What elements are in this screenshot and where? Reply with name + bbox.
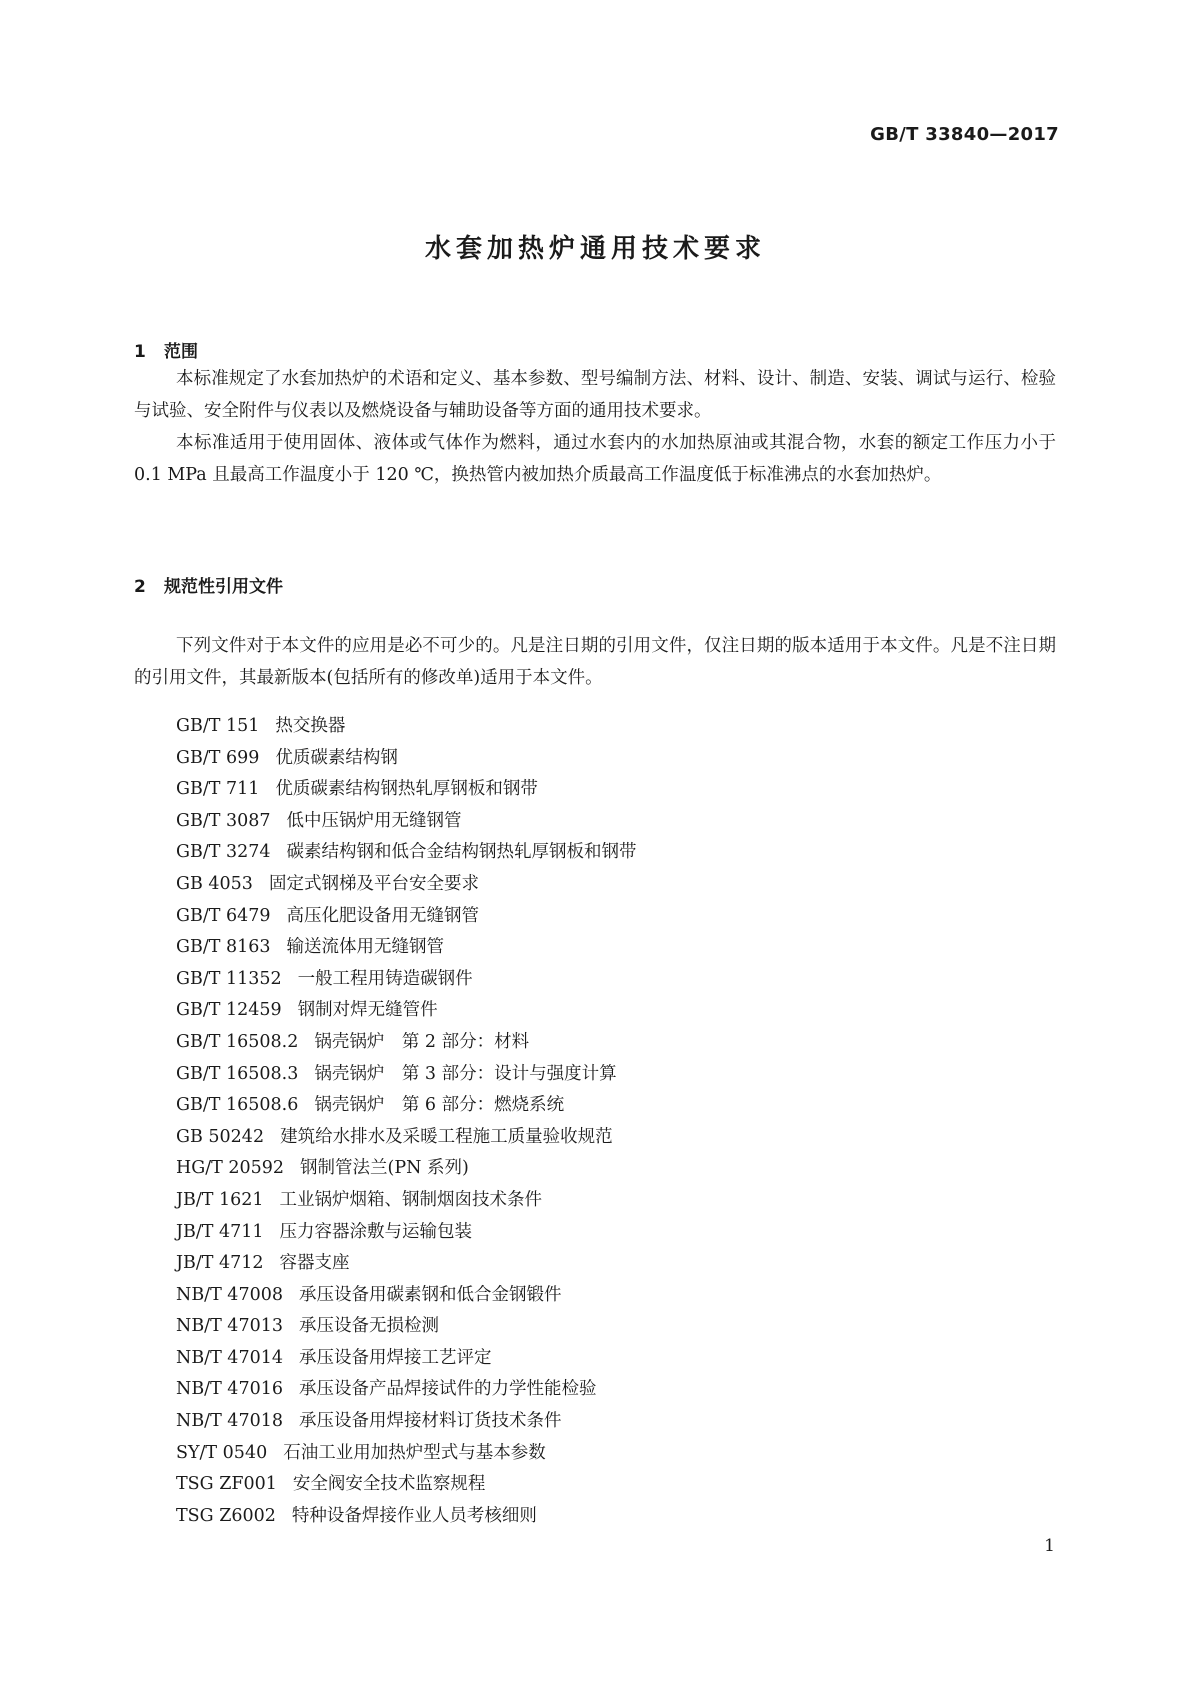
section-1-paragraph-2: 本标准适用于使用固体、液体或气体作为燃料，通过水套内的水加热原油或其混合物，水套的额定工作压力小于 0.1 MPa 且最高工作温度小于 120 ℃，换热管内被加热介质最高工作温度低于标准沸点的水套加热炉。 [134,433,1056,485]
reference-title: 钢制管法兰(PN 系列) [300,1158,469,1179]
reference-code: GB/T 8163 [176,937,271,958]
reference-code: NB/T 47018 [176,1411,283,1432]
reference-code: GB/T 3274 [176,842,271,863]
reference-title: 容器支座 [279,1253,350,1274]
reference-code: GB/T 12459 [176,1000,282,1021]
section-1-title: 范围 [164,342,198,362]
reference-title: 石油工业用加热炉型式与基本参数 [283,1442,546,1463]
reference-title: 安全阀安全技术监察规程 [292,1474,486,1495]
reference-item [176,995,637,1027]
reference-code: NB/T 47008 [176,1284,283,1305]
reference-title: 承压设备产品焊接试件的力学性能检验 [298,1379,597,1400]
reference-title: 热交换器 [275,716,346,736]
reference-item [176,1438,637,1470]
section-1-number: 1 [134,342,146,362]
reference-item [176,1185,637,1217]
reference-code: GB/T 16508.6 [176,1095,299,1116]
reference-code: GB 4053 [176,873,253,894]
reference-code: JB/T 1621 [176,1189,264,1210]
reference-item [176,711,637,743]
reference-item [176,1027,637,1059]
reference-title: 承压设备无损检测 [298,1316,439,1337]
reference-item [176,964,637,996]
reference-title: 优质碳素结构钢热轧厚钢板和钢带 [275,779,538,800]
reference-title: 锅壳锅炉 第 6 部分：燃烧系统 [314,1095,565,1116]
reference-code: JB/T 4711 [176,1221,264,1242]
reference-item [176,806,637,838]
reference-code: JB/T 4712 [176,1253,264,1274]
section-1-heading [134,337,198,362]
reference-code: GB 50242 [176,1126,265,1147]
reference-item [176,837,637,869]
reference-title: 承压设备用焊接工艺评定 [298,1347,492,1368]
standard-code: GB/T 33840—2017 [870,124,1059,145]
section-1-paragraph-1: 本标准规定了水套加热炉的术语和定义、基本参数、型号编制方法、材料、设计、制造、安装、调试与运行、检验与试验、安全附件与仪表以及燃烧设备与辅助设备等方面的通用技术要求。 [134,369,1056,421]
reference-code: NB/T 47016 [176,1379,283,1400]
reference-item [176,1090,637,1122]
reference-title: 承压设备用碳素钢和低合金钢锻件 [298,1284,562,1305]
section-2-number: 2 [134,577,146,597]
page-number: 1 [1044,1536,1055,1556]
reference-title: 一般工程用铸造碳钢件 [297,968,473,989]
reference-code: HG/T 20592 [176,1158,285,1179]
reference-item [176,1122,637,1154]
reference-item [176,1406,637,1438]
reference-item [176,901,637,933]
reference-title: 优质碳素结构钢 [275,747,398,768]
reference-code: GB/T 11352 [176,968,282,989]
reference-code: NB/T 47013 [176,1316,283,1337]
reference-item [176,1501,637,1533]
reference-title: 锅壳锅炉 第 3 部分：设计与强度计算 [314,1063,617,1084]
reference-title: 承压设备用焊接材料订货技术条件 [298,1411,562,1432]
reference-title: 工业锅炉烟箱、钢制烟囱技术条件 [279,1189,543,1210]
reference-code: GB/T 711 [176,779,260,800]
reference-item [176,869,637,901]
reference-code: GB/T 16508.2 [176,1031,299,1052]
reference-item [176,1469,637,1501]
reference-item [176,1248,637,1280]
reference-title: 碳素结构钢和低合金结构钢热轧厚钢板和钢带 [286,842,637,863]
reference-title: 特种设备焊接作业人员考核细则 [291,1505,537,1526]
reference-item [176,1153,637,1185]
reference-code: NB/T 47014 [176,1347,283,1368]
reference-title: 输送流体用无缝钢管 [286,937,445,958]
reference-item [176,932,637,964]
section-2-heading [134,572,283,597]
reference-item [176,774,637,806]
reference-item [176,743,637,775]
reference-item [176,1217,637,1249]
reference-code: TSG Z6002 [176,1505,276,1526]
document-title: 水套加热炉通用技术要求 [424,234,766,264]
reference-title: 建筑给水排水及采暖工程施工质量验收规范 [280,1126,613,1147]
section-2-intro: 下列文件对于本文件的应用是必不可少的。凡是注日期的引用文件，仅注日期的版本适用于本文件。凡是不注日期的引用文件，其最新版本(包括所有的修改单)适用于本文件。 [134,636,1056,688]
reference-title: 锅壳锅炉 第 2 部分：材料 [314,1031,530,1052]
reference-code: TSG ZF001 [176,1474,277,1495]
reference-item [176,1343,637,1375]
reference-item [176,1374,637,1406]
reference-item [176,1059,637,1091]
section-2-title: 规范性引用文件 [164,577,283,597]
reference-title: 低中压锅炉用无缝钢管 [286,810,462,831]
reference-title: 固定式钢梯及平台安全要求 [268,873,479,894]
reference-code: GB/T 3087 [176,810,271,831]
reference-code: GB/T 699 [176,747,260,768]
reference-item [176,1311,637,1343]
reference-title: 钢制对焊无缝管件 [297,1000,438,1021]
reference-list [176,711,637,1532]
reference-code: SY/T 0540 [176,1442,268,1463]
reference-title: 压力容器涂敷与运输包装 [279,1221,473,1242]
reference-title: 高压化肥设备用无缝钢管 [286,905,480,926]
reference-code: GB/T 6479 [176,905,271,926]
reference-code: GB/T 151 [176,716,260,736]
reference-code: GB/T 16508.3 [176,1063,299,1084]
reference-item [176,1280,637,1312]
